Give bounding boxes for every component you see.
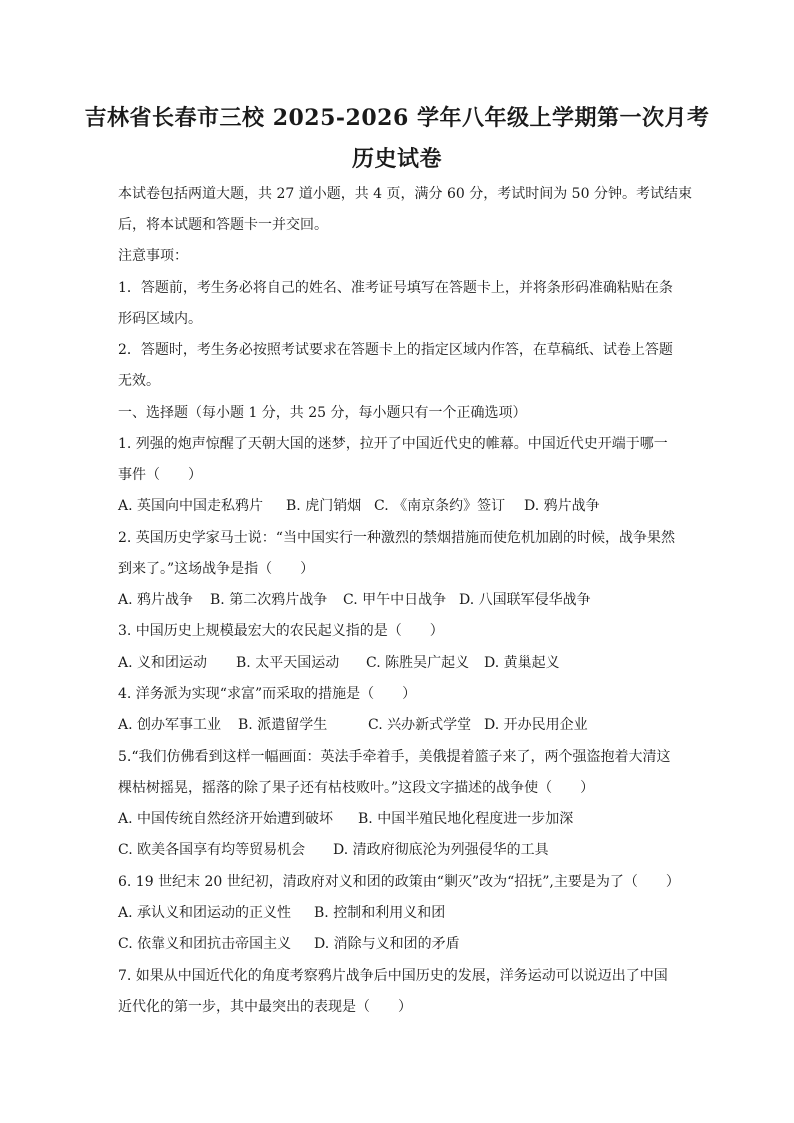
- option-a: A. 中国传统自然经济开始遭到破坏: [118, 811, 334, 827]
- option-b: B. 第二次鸦片战争: [210, 592, 328, 608]
- question-6-line1: 6. 19 世纪末 20 世纪初，清政府对义和团的政策由“剿灭”改为“招抚”,主要是为了（ ）: [118, 874, 680, 890]
- option-b: B. 控制和利用义和团: [314, 905, 446, 921]
- question-5-options-row2: [118, 840, 678, 860]
- question-6-options-row1: [118, 903, 678, 923]
- option-c: C. 欧美各国享有均等贸易机会: [118, 842, 306, 858]
- notes-heading: 注意事项：: [118, 248, 188, 264]
- notes-item2-line2: 无效。: [118, 373, 160, 389]
- exam-title-line1: 吉林省长春市三校 2025-2026 学年八年级上学期第一次月考: [84, 105, 710, 131]
- question-3-options: [118, 653, 678, 673]
- notes-item1-line2: 形码区域内。: [118, 311, 202, 327]
- question-5-line2: 棵枯树摇晃，摇落的除了果子还有枯枝败叶。”这段文字描述的战争使（ ）: [118, 780, 595, 796]
- intro-line1: 本试卷包括两道大题，共 27 道小题，共 4 页，满分 60 分，考试时间为 50 分钟。考试结束: [118, 186, 692, 202]
- option-d: D. 黄巢起义: [484, 655, 560, 671]
- question-3-line1: 3. 中国历史上规模最宏大的农民起义指的是（ ）: [118, 623, 444, 639]
- notes-item1-line1: 1．答题前，考生务必将自己的姓名、准考证号填写在答题卡上，并将条形码准确粘贴在条: [118, 280, 673, 296]
- option-a: A. 义和团运动: [118, 655, 208, 671]
- question-4-options: [118, 715, 678, 735]
- question-5-options-row1: [118, 809, 678, 829]
- question-5-line1: 5.“我们仿佛看到这样一幅画面：英法手牵着手，美俄提着篮子来了，两个强盗抱着大清这: [118, 749, 671, 765]
- question-4-line1: 4. 洋务派为实现“求富”而采取的措施是（ ）: [118, 686, 417, 702]
- question-2-options: [118, 590, 678, 610]
- option-b: B. 太平天国运动: [236, 655, 340, 671]
- option-d: D. 清政府彻底沦为列强侵华的工具: [333, 842, 549, 858]
- question-1-line2: 事件（ ）: [118, 467, 202, 483]
- question-2-line1: 2. 英国历史学家马士说：“当中国实行一种激烈的禁烟措施而使危机加剧的时候，战争果然: [118, 530, 675, 546]
- option-a: A. 鸦片战争: [118, 592, 194, 608]
- question-1-options: [118, 496, 678, 516]
- option-a: A. 承认义和团运动的正义性: [118, 905, 292, 921]
- option-c: C. 兴办新式学堂: [368, 717, 472, 733]
- option-c: C. 依靠义和团抗击帝国主义: [118, 936, 292, 952]
- option-c: C. 甲午中日战争: [343, 592, 447, 608]
- question-7-line2: 近代化的第一步，其中最突出的表现是（ ）: [118, 999, 412, 1015]
- option-c: C. 《南京条约》签订: [374, 498, 506, 514]
- question-1-line1: 1. 列强的炮声惊醒了天朝大国的迷梦，拉开了中国近代史的帷幕。中国近代史开端于哪一: [118, 436, 668, 452]
- exam-title-line2: 历史试卷: [351, 146, 442, 172]
- notes-item2-line1: 2．答题时，考生务必按照考试要求在答题卡上的指定区域内作答，在草稿纸、试卷上答题: [118, 342, 673, 358]
- option-a: A. 创办军事工业: [118, 717, 222, 733]
- question-6-options-row2: [118, 934, 678, 954]
- section1-heading: 一、选择题（每小题 1 分，共 25 分，每小题只有一个正确选项）: [118, 405, 527, 421]
- question-2-line2: 到来了。”这场战争是指（ ）: [118, 561, 315, 577]
- intro-line2: 后，将本试题和答题卡一并交回。: [118, 217, 328, 233]
- option-c: C. 陈胜吴广起义: [366, 655, 470, 671]
- option-d: D. 开办民用企业: [484, 717, 588, 733]
- option-d: D. 消除与义和团的矛盾: [314, 936, 460, 952]
- question-7-line1: 7. 如果从中国近代化的角度考察鸦片战争后中国历史的发展，洋务运动可以说迈出了中国: [118, 968, 668, 984]
- option-b: B. 派遣留学生: [238, 717, 328, 733]
- option-b: B. 虎门销烟: [286, 498, 362, 514]
- option-a: A. 英国向中国走私鸦片: [118, 498, 264, 514]
- option-b: B. 中国半殖民地化程度进一步加深: [358, 811, 574, 827]
- option-d: D. 八国联军侵华战争: [459, 592, 591, 608]
- option-d: D. 鸦片战争: [524, 498, 600, 514]
